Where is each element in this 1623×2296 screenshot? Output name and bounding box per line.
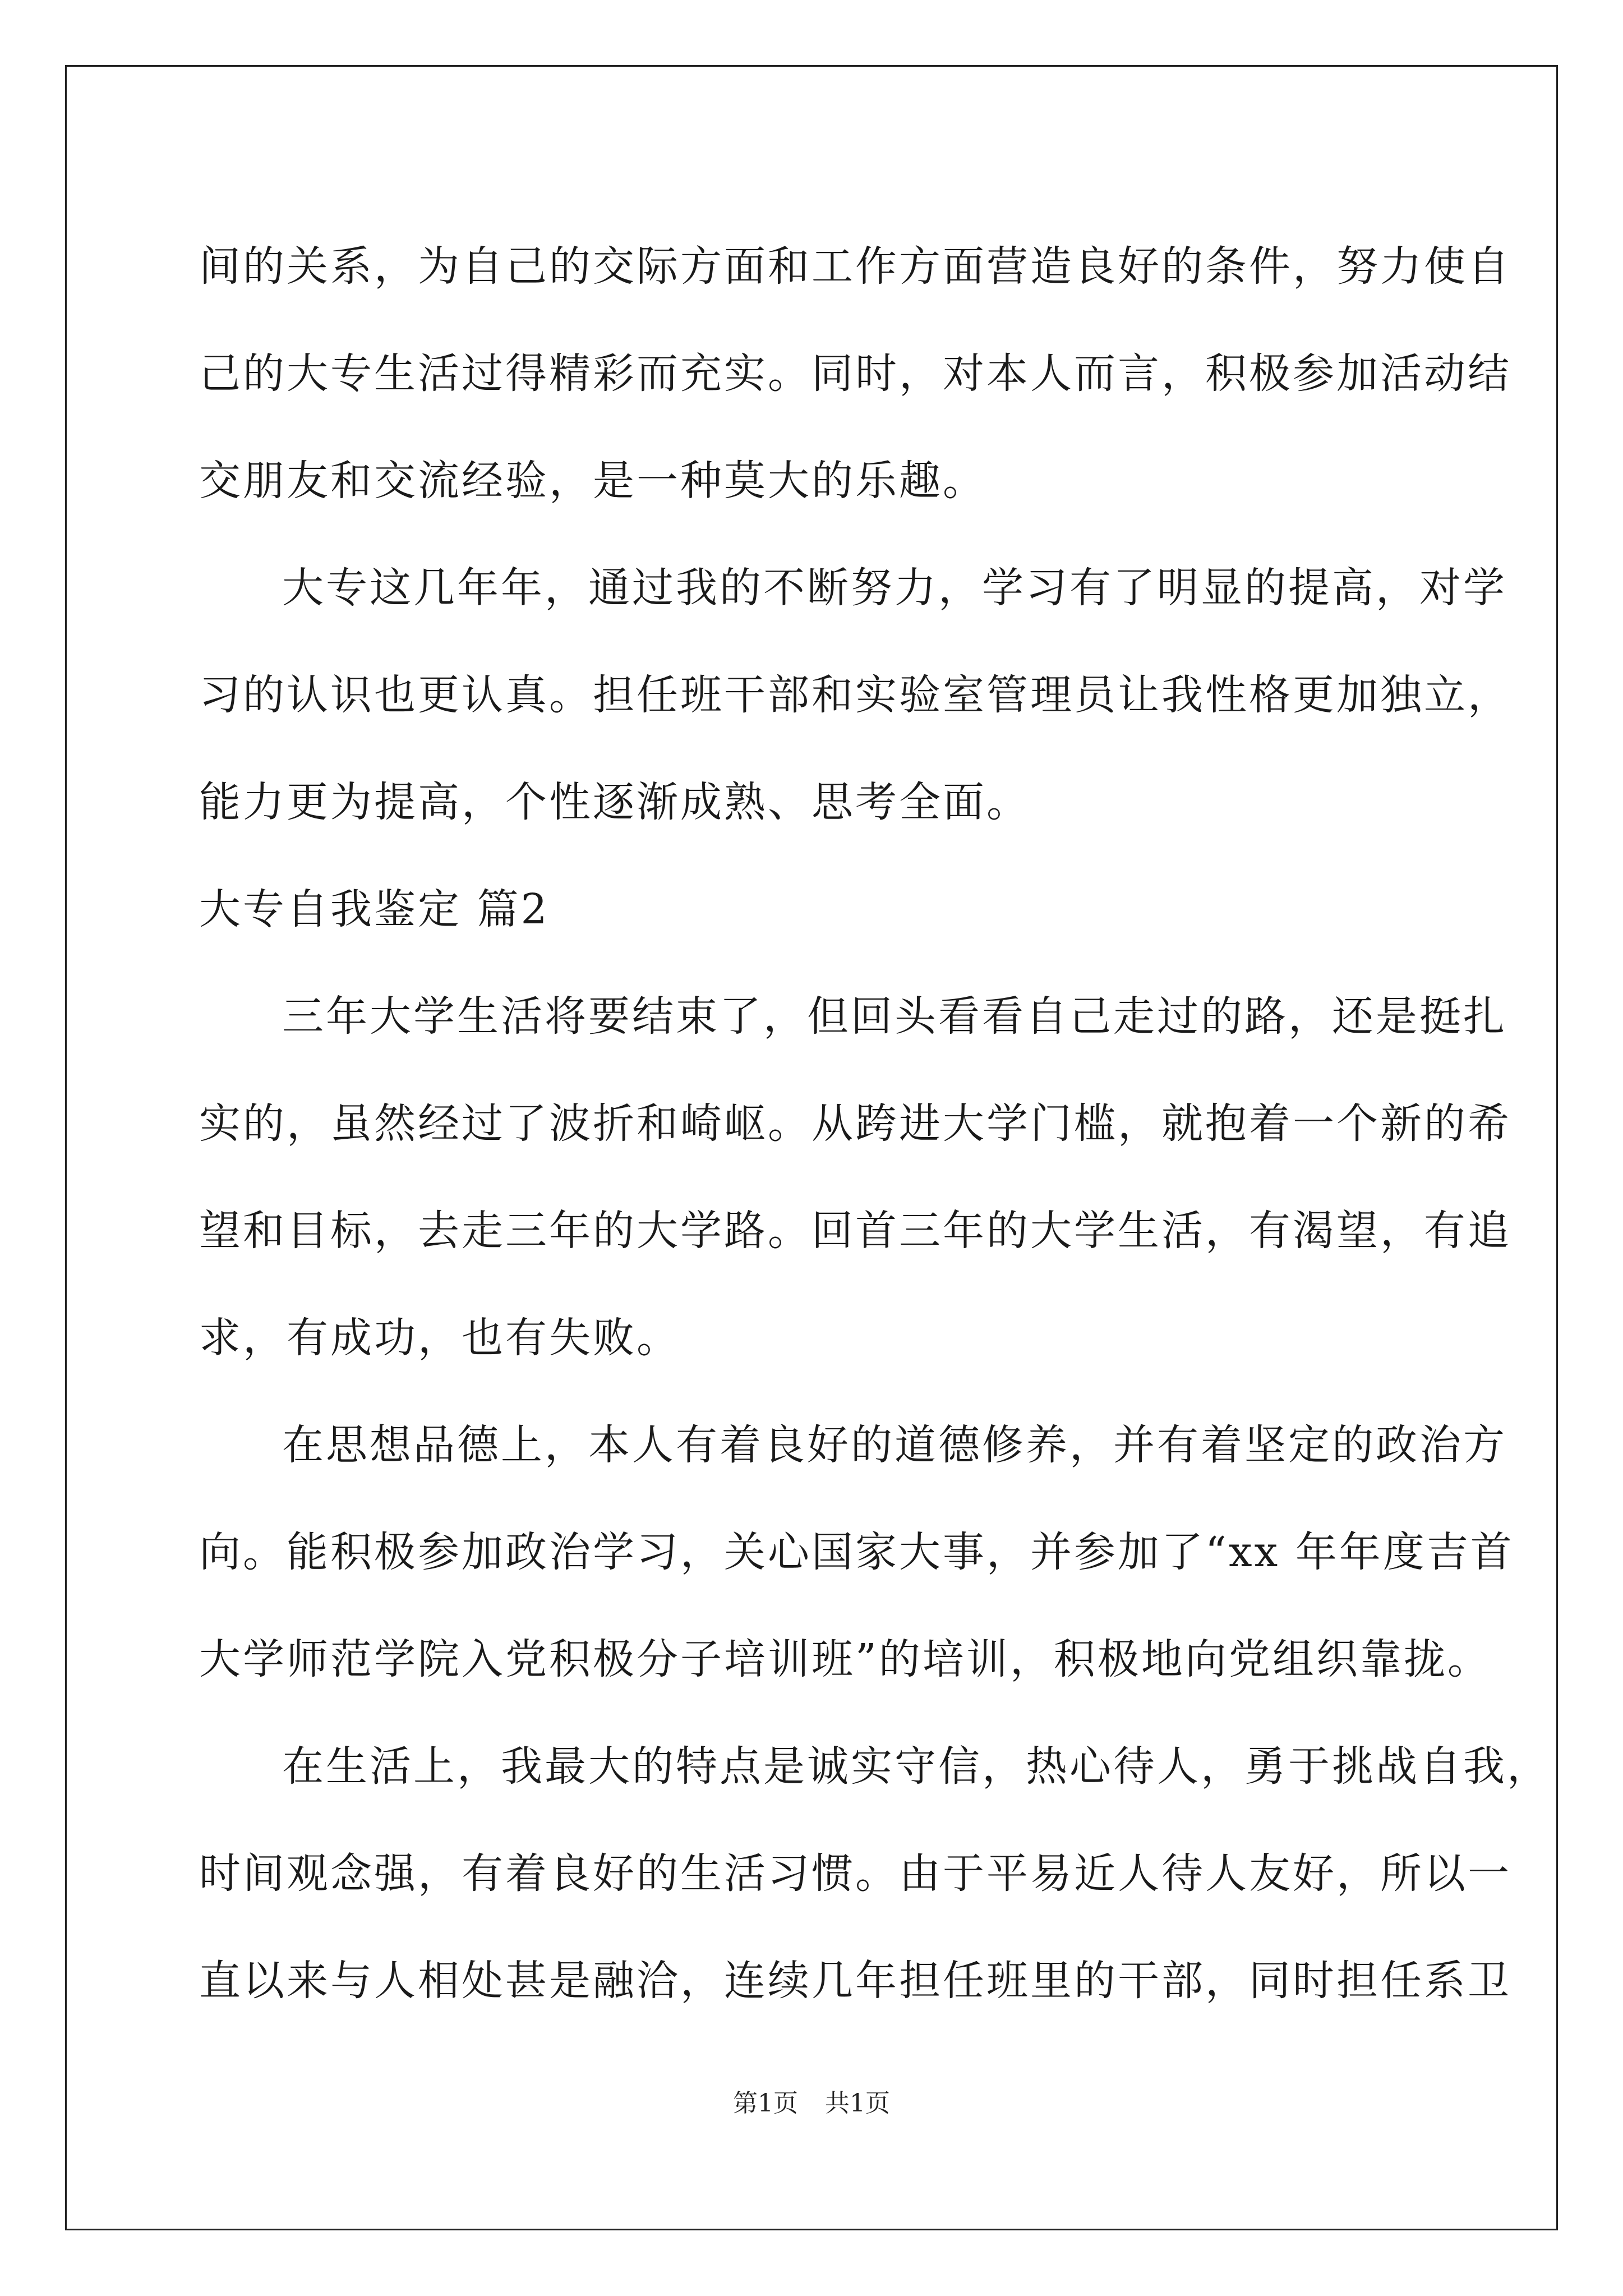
- text-line: 交朋友和交流经验，是一种莫大的乐趣。: [199, 457, 986, 505]
- text-line: 习的认识也更认真。担任班干部和实验室管理员让我性格更加独立，: [199, 671, 1511, 719]
- text-line: 时间观念强，有着良好的生活习惯。由于平易近人待人友好，所以一: [199, 1849, 1511, 1898]
- text-line: 直以来与人相处甚是融洽，连续几年担任班里的干部，同时担任系卫: [199, 1957, 1511, 2005]
- text-line: 望和目标，去走三年的大学路。回首三年的大学生活，有渴望，有追: [199, 1207, 1511, 1255]
- page-number: 第1页: [733, 2089, 798, 2118]
- text-line: 三年大学生活将要结束了，但回头看看自己走过的路，还是挺扎: [282, 992, 1507, 1041]
- text-line: 己的大专生活过得精彩而充实。同时，对本人而言，积极参加活动结: [199, 349, 1511, 398]
- text-line: 间的关系，为自己的交际方面和工作方面营造良好的条件，努力使自: [199, 242, 1511, 291]
- document-body: [199, 213, 1551, 2035]
- page-footer: [0, 2087, 1623, 2120]
- page-total: 共1页: [825, 2089, 890, 2118]
- text-line: 向。能积极参加政治学习，关心国家大事，并参加了“xx 年年度吉首: [199, 1528, 1514, 1576]
- section-heading: 大专自我鉴定 篇2: [199, 885, 550, 933]
- text-line: 实的，虽然经过了波折和崎岖。从跨进大学门槛，就抱着一个新的希: [199, 1099, 1511, 1148]
- text-line: 在生活上，我最大的特点是诚实守信，热心待人，勇于挑战自我，: [282, 1742, 1551, 1791]
- text-line: 大学师范学院入党积极分子培训班”的培训，积极地向党组织靠拢。: [199, 1635, 1491, 1683]
- text-line: 在思想品德上，本人有着良好的道德修养，并有着坚定的政治方: [282, 1421, 1507, 1469]
- text-line: 能力更为提高，个性逐渐成熟、思考全面。: [199, 778, 1030, 826]
- text-line: 求，有成功，也有失败。: [199, 1314, 680, 1362]
- text-line: 大专这几年年，通过我的不断努力，学习有了明显的提高，对学: [282, 564, 1507, 612]
